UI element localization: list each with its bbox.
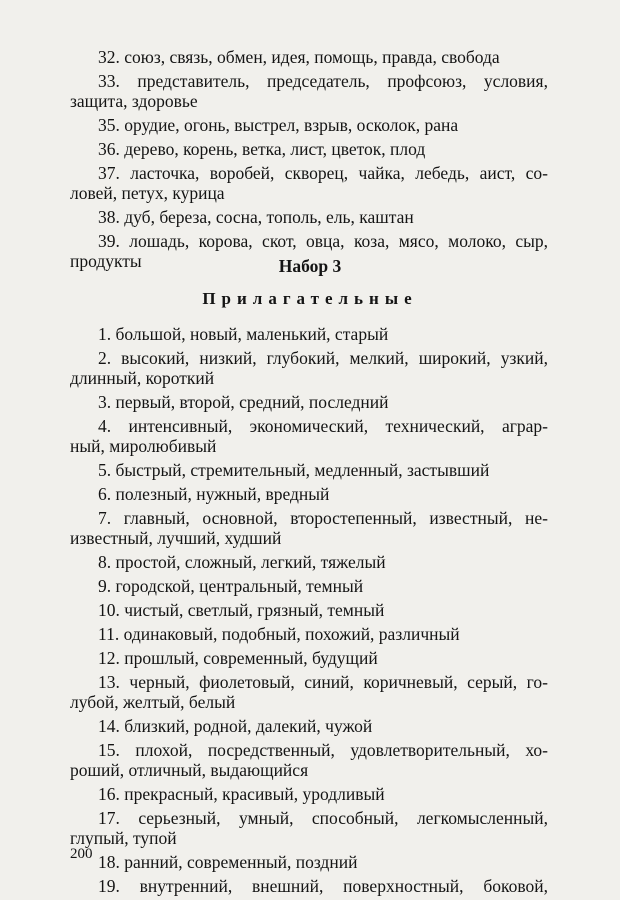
list-entry xyxy=(70,348,548,388)
list-entry xyxy=(70,139,548,159)
list-entry xyxy=(70,624,548,644)
list-entry xyxy=(70,808,548,848)
entry-line: 9. городской, центральный, темный xyxy=(98,576,364,596)
entry-line: 1. большой, новый, маленький, старый xyxy=(98,324,389,344)
entry-line: 7. главный, основной, второстепенный, известный, не- xyxy=(98,508,548,528)
entry-line: 17. серьезный, умный, способный, легкомысленный, xyxy=(98,808,548,828)
adjective-list xyxy=(70,324,548,900)
list-entry xyxy=(70,648,548,668)
entry-line: 13. черный, фиолетовый, синий, коричневый, серый, го- xyxy=(98,672,548,692)
list-entry xyxy=(70,740,548,780)
list-entry xyxy=(70,416,548,456)
entry-line: 5. быстрый, стремительный, медленный, застывший xyxy=(98,460,490,480)
entry-line: 36. дерево, корень, ветка, лист, цветок, плод xyxy=(98,139,426,159)
entry-line: 19. внутренний, внешний, поверхностный, боковой, xyxy=(98,876,548,896)
entry-line: 32. союз, связь, обмен, идея, помощь, правда, свобода xyxy=(98,47,500,67)
entry-line: лубой, желтый, белый xyxy=(70,692,236,712)
noun-list-continued xyxy=(70,47,548,275)
list-entry xyxy=(70,552,548,572)
entry-line: 39. лошадь, корова, скот, овца, коза, мясо, молоко, сыр, xyxy=(98,231,548,251)
entry-line: 2. высокий, низкий, глубокий, мелкий, широкий, узкий, xyxy=(98,348,548,368)
list-entry xyxy=(70,71,548,111)
list-entry xyxy=(70,852,548,872)
list-entry xyxy=(70,876,548,896)
list-entry xyxy=(70,324,548,344)
entry-line: 37. ласточка, воробей, скворец, чайка, лебедь, аист, со- xyxy=(98,163,548,183)
list-entry xyxy=(70,716,548,736)
entry-line: продукты xyxy=(70,251,142,271)
list-entry xyxy=(70,576,548,596)
list-entry xyxy=(70,207,548,227)
entry-line: 18. ранний, современный, поздний xyxy=(98,852,358,872)
list-entry xyxy=(70,163,548,203)
entry-line: 6. полезный, нужный, вредный xyxy=(98,484,330,504)
entry-line: 14. близкий, родной, далекий, чужой xyxy=(98,716,373,736)
entry-line: 35. орудие, огонь, выстрел, взрыв, осколок, рана xyxy=(98,115,459,135)
section-heading: Прилагательные xyxy=(202,289,418,308)
list-entry xyxy=(70,508,548,548)
entry-line: 16. прекрасный, красивый, уродливый xyxy=(98,784,385,804)
entry-line: 38. дуб, береза, сосна, тополь, ель, каштан xyxy=(98,207,414,227)
entry-line: 12. прошлый, современный, будущий xyxy=(98,648,378,668)
entry-line: глупый, тупой xyxy=(70,828,177,848)
list-entry xyxy=(70,460,548,480)
entry-line: 3. первый, второй, средний, последний xyxy=(98,392,389,412)
list-entry xyxy=(70,672,548,712)
entry-line: 10. чистый, светлый, грязный, темный xyxy=(98,600,385,620)
list-entry xyxy=(70,784,548,804)
set-heading: Набор 3 xyxy=(278,256,342,276)
list-entry xyxy=(70,600,548,620)
entry-line: 11. одинаковый, подобный, похожий, различный xyxy=(98,624,460,644)
list-entry xyxy=(70,47,548,67)
entry-line: 15. плохой, посредственный, удовлетворительный, хо- xyxy=(98,740,548,760)
list-entry xyxy=(70,392,548,412)
list-entry xyxy=(70,484,548,504)
list-entry xyxy=(70,115,548,135)
entry-line: ный, миролюбивый xyxy=(70,436,217,456)
entry-line: 33. представитель, председатель, профсоюз, условия, xyxy=(98,71,548,91)
page-number: 200 xyxy=(70,846,93,862)
entry-line: 8. простой, сложный, легкий, тяжелый xyxy=(98,552,386,572)
entry-line: известный, лучший, худший xyxy=(70,528,282,548)
entry-line: ловей, петух, курица xyxy=(70,183,225,203)
entry-line: защита, здоровье xyxy=(70,91,198,111)
entry-line: длинный, короткий xyxy=(70,368,215,388)
entry-line: 4. интенсивный, экономический, технический, аграр- xyxy=(98,416,548,436)
entry-line: роший, отличный, выдающийся xyxy=(70,760,309,780)
